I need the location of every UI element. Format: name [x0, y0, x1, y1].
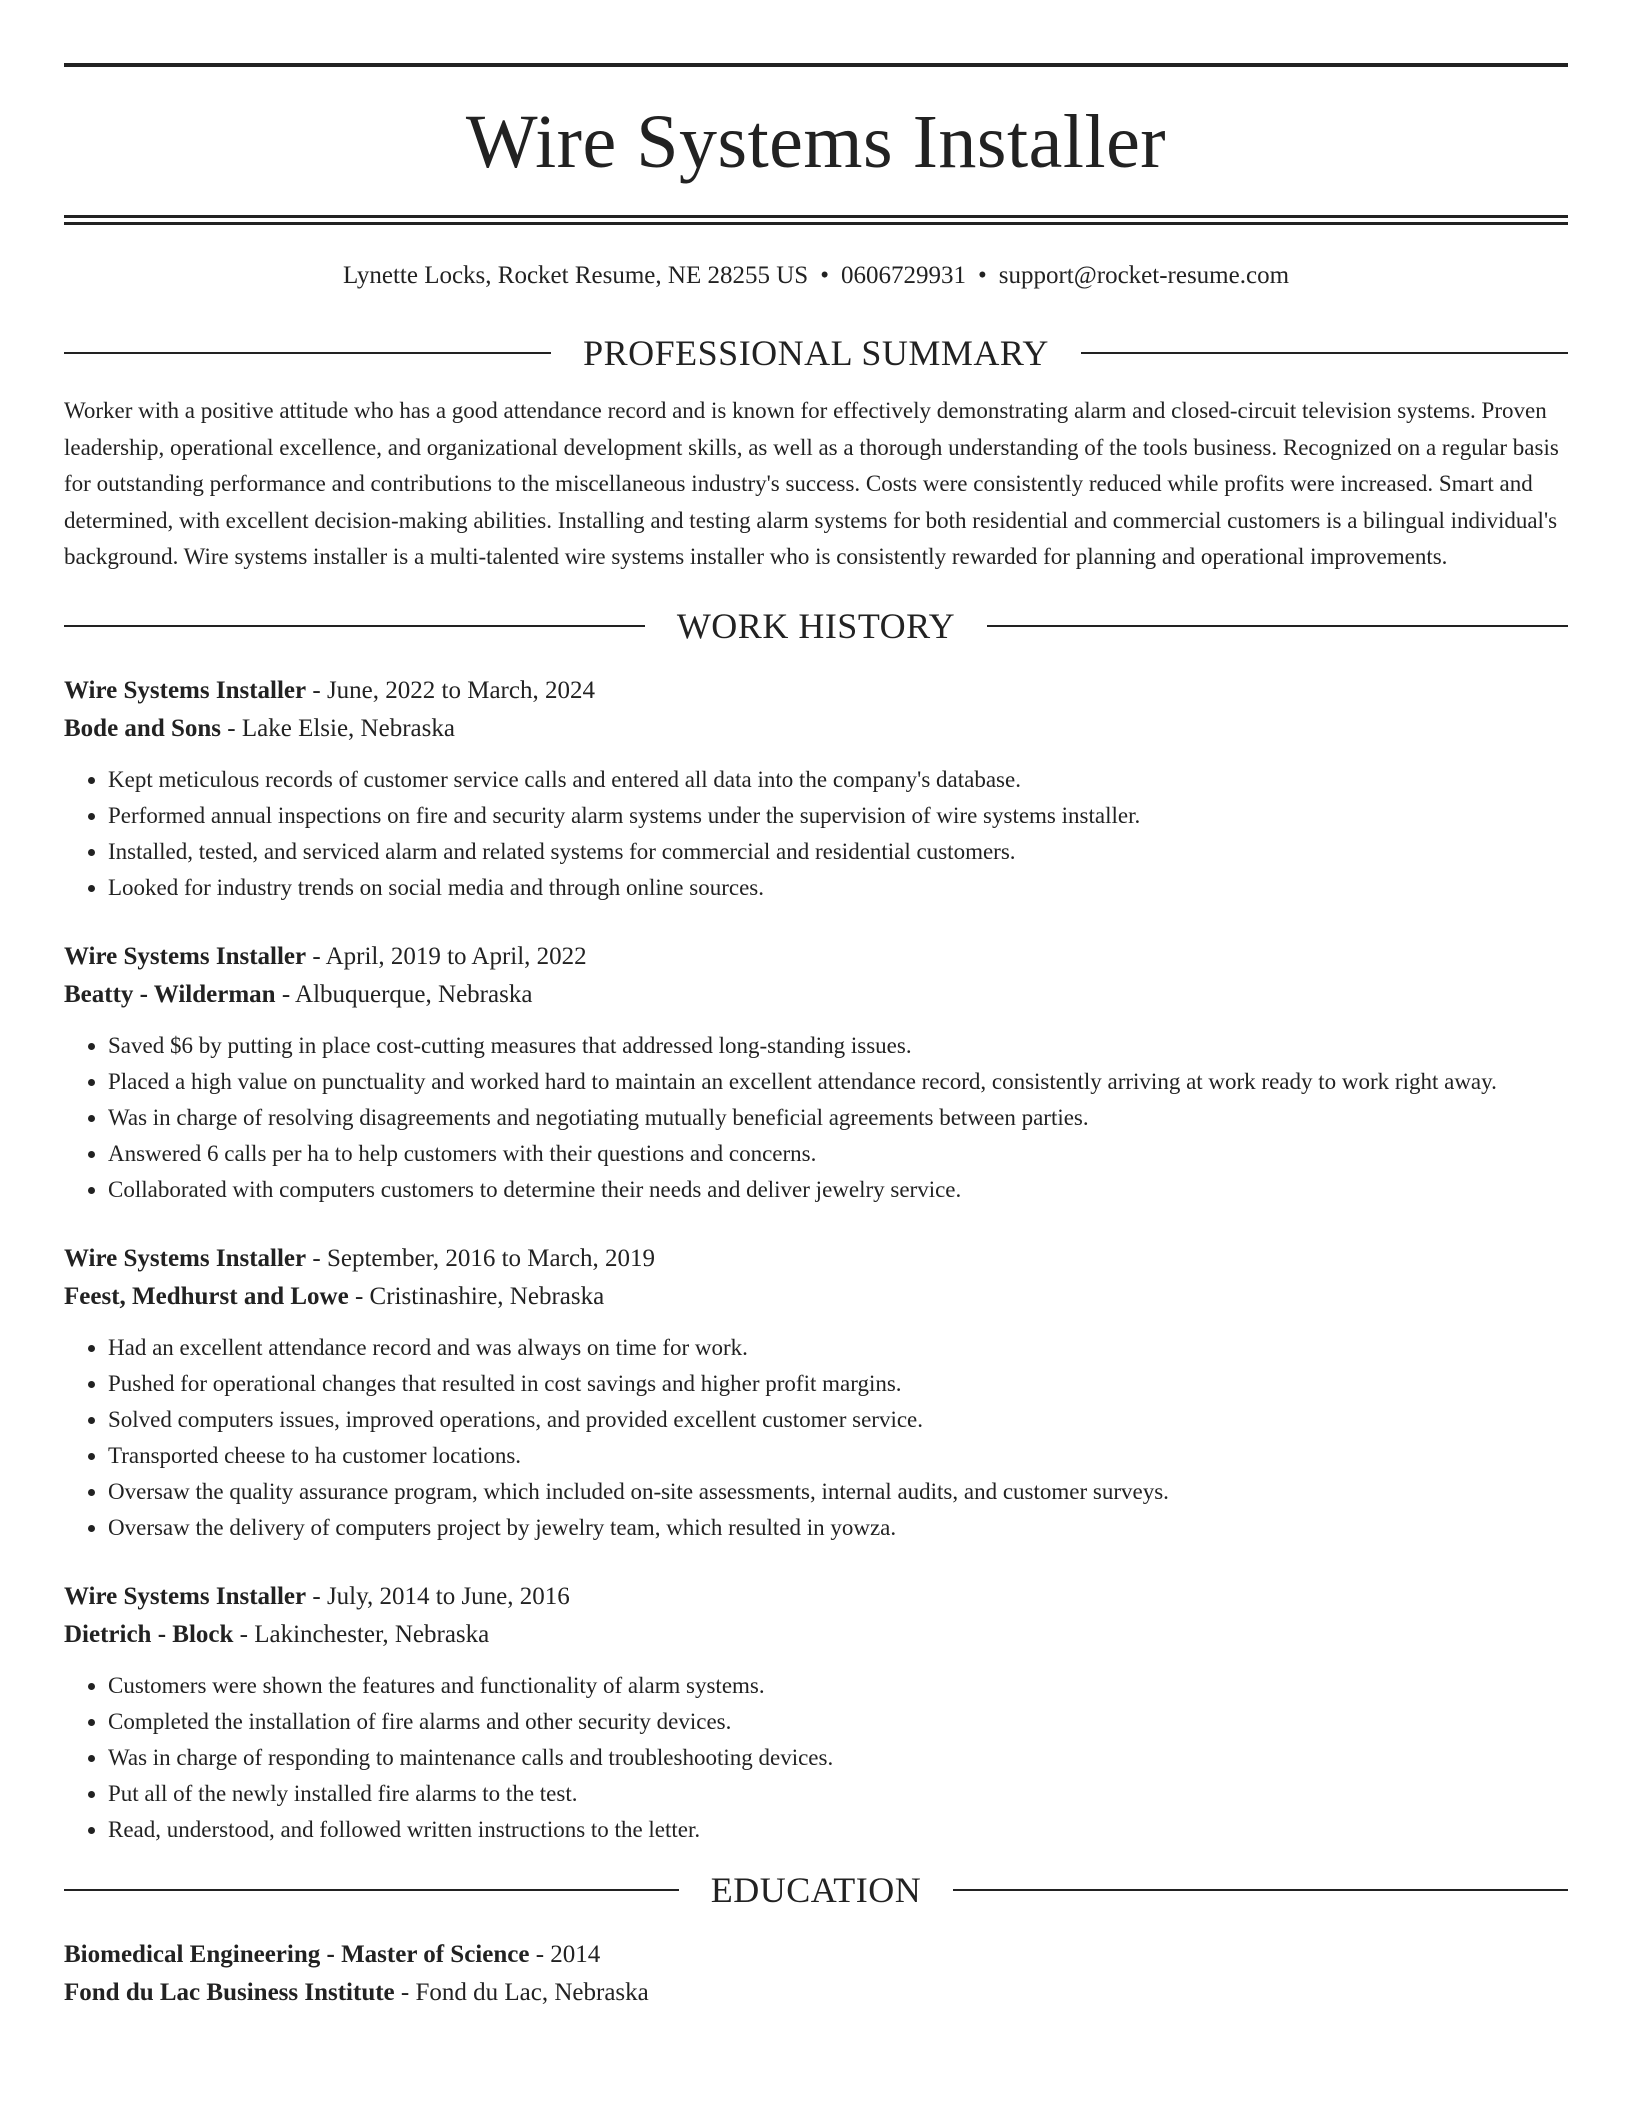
job-title-line [64, 938, 1568, 976]
work-history-list [64, 672, 1568, 1848]
job-company: Feest, Medhurst and Lowe [64, 1282, 349, 1310]
contact-phone: 0606729931 [840, 262, 966, 289]
job-company-line [64, 976, 1568, 1014]
job-company-line [64, 1278, 1568, 1316]
section-divider [953, 1889, 1568, 1891]
job-title: Wire Systems Installer [64, 942, 307, 970]
education-location: - Fond du Lac, Nebraska [394, 1978, 649, 2006]
education-entry [64, 1936, 1568, 2012]
job-title: Wire Systems Installer [64, 676, 307, 704]
work-heading: WORK HISTORY [676, 605, 956, 646]
list-item: • Completed the installation of fire alarms and other security devices. [108, 1704, 1568, 1740]
contact-separator: • [820, 262, 829, 289]
job-company: Dietrich - Block [64, 1620, 234, 1648]
job-dates: - April, 2019 to April, 2022 [306, 942, 587, 970]
list-item: • Saved $6 by putting in place cost-cutting measures that addressed long-standing issues. [108, 1028, 1568, 1064]
job-dates: - July, 2014 to June, 2016 [306, 1582, 570, 1610]
list-item: • Looked for industry trends on social media and through online sources. [108, 870, 1568, 906]
list-item: • Customers were shown the features and functionality of alarm systems. [108, 1668, 1568, 1704]
job-title-line [64, 672, 1568, 710]
summary-text: Worker with a positive attitude who has a good attendance record and is known for effectively demonstrating alarm and closed-circuit television systems. Proven leadership, operational excellence, and organizational development skills, as well as a thorough understanding of the tools business. Recognized on a regular basis for outstanding performance and contributions to the miscellaneous industry's success. Costs were consistently reduced while profits were increased. Smart and determined, with excellent decision-making abilities. Installing and testing alarm systems for both residential and commercial customers is a bilingual individual's background. Wire systems installer is a multi-talented wire systems installer who is consistently rewarded for planning and operational improvements. [64, 398, 1559, 569]
list-item: • Had an excellent attendance record and was always on time for work. [108, 1330, 1568, 1366]
education-year: - 2014 [529, 1940, 601, 1968]
list-item: • Transported cheese to ha customer locations. [108, 1438, 1568, 1474]
list-item: • Was in charge of resolving disagreements and negotiating mutually beneficial agreements between parties. [108, 1100, 1568, 1136]
top-rule [64, 63, 1568, 67]
education-degree: Biomedical Engineering - Master of Science [64, 1940, 530, 1968]
section-divider [1081, 352, 1568, 354]
job-bullets [64, 1028, 1568, 1208]
contact-separator: • [977, 262, 987, 289]
contact-line [64, 261, 1568, 291]
list-item: • Installed, tested, and serviced alarm and related systems for commercial and residential customers. [108, 834, 1568, 870]
job-location: - Albuquerque, Nebraska [275, 980, 533, 1008]
work-section-header [64, 606, 1568, 646]
education-school: Fond du Lac Business Institute [64, 1978, 395, 2006]
list-item: • Collaborated with computers customers to determine their needs and deliver jewelry service. [108, 1172, 1568, 1208]
job-entry [64, 938, 1568, 1208]
contact-email: support@rocket-resume.com [998, 262, 1290, 289]
job-entry [64, 672, 1568, 906]
list-item: • Oversaw the delivery of computers project by jewelry team, which resulted in yowza. [108, 1510, 1568, 1546]
job-location: - Cristinashire, Nebraska [348, 1282, 605, 1310]
job-title-line [64, 1578, 1568, 1616]
education-school-line [64, 1974, 1568, 2012]
list-item: • Placed a high value on punctuality and worked hard to maintain an excellent attendance record, consistently arriving at work ready to work right away. [108, 1064, 1568, 1100]
list-item: • Put all of the newly installed fire alarms to the test. [108, 1776, 1568, 1812]
summary-section-header [64, 333, 1568, 373]
job-bullets [64, 1668, 1568, 1848]
list-item: • Read, understood, and followed written instructions to the letter. [108, 1812, 1568, 1848]
section-divider [987, 625, 1568, 627]
section-divider [64, 352, 551, 354]
job-title: Wire Systems Installer [64, 1244, 307, 1272]
job-title-line [64, 1240, 1568, 1278]
education-list [64, 1936, 1568, 2012]
job-company-line [64, 1616, 1568, 1654]
list-item: • Kept meticulous records of customer service calls and entered all data into the company's database. [108, 762, 1568, 798]
education-section-header [64, 1870, 1568, 1910]
education-heading: EDUCATION [710, 1869, 922, 1910]
title-double-rule [64, 215, 1568, 225]
contact-address: Lynette Locks, Rocket Resume, NE 28255 US [342, 262, 809, 289]
list-item: • Answered 6 calls per ha to help customers with their questions and concerns. [108, 1136, 1568, 1172]
resume-title: Wire Systems Installer [465, 100, 1167, 184]
education-degree-line [64, 1936, 1568, 1974]
list-item: • Performed annual inspections on fire and security alarm systems under the supervision of wire systems installer. [108, 798, 1568, 834]
job-dates: - June, 2022 to March, 2024 [306, 676, 595, 704]
list-item: • Solved computers issues, improved operations, and provided excellent customer service. [108, 1402, 1568, 1438]
job-company: Bode and Sons [64, 714, 222, 742]
summary-heading: PROFESSIONAL SUMMARY [583, 333, 1049, 373]
list-item: • Pushed for operational changes that resulted in cost savings and higher profit margins. [108, 1366, 1568, 1402]
job-company: Beatty - Wilderman [64, 980, 276, 1008]
job-entry [64, 1240, 1568, 1546]
section-divider [64, 1889, 679, 1891]
job-company-line [64, 710, 1568, 748]
job-location: - Lakinchester, Nebraska [233, 1620, 490, 1648]
job-title: Wire Systems Installer [64, 1582, 307, 1610]
job-bullets [64, 762, 1568, 906]
section-divider [64, 625, 645, 627]
job-dates: - September, 2016 to March, 2019 [306, 1244, 656, 1272]
job-location: - Lake Elsie, Nebraska [221, 714, 455, 742]
job-entry [64, 1578, 1568, 1848]
list-item: • Oversaw the quality assurance program, which included on-site assessments, internal audits, and customer surveys. [108, 1474, 1568, 1510]
list-item: • Was in charge of responding to maintenance calls and troubleshooting devices. [108, 1740, 1568, 1776]
job-bullets [64, 1330, 1568, 1546]
